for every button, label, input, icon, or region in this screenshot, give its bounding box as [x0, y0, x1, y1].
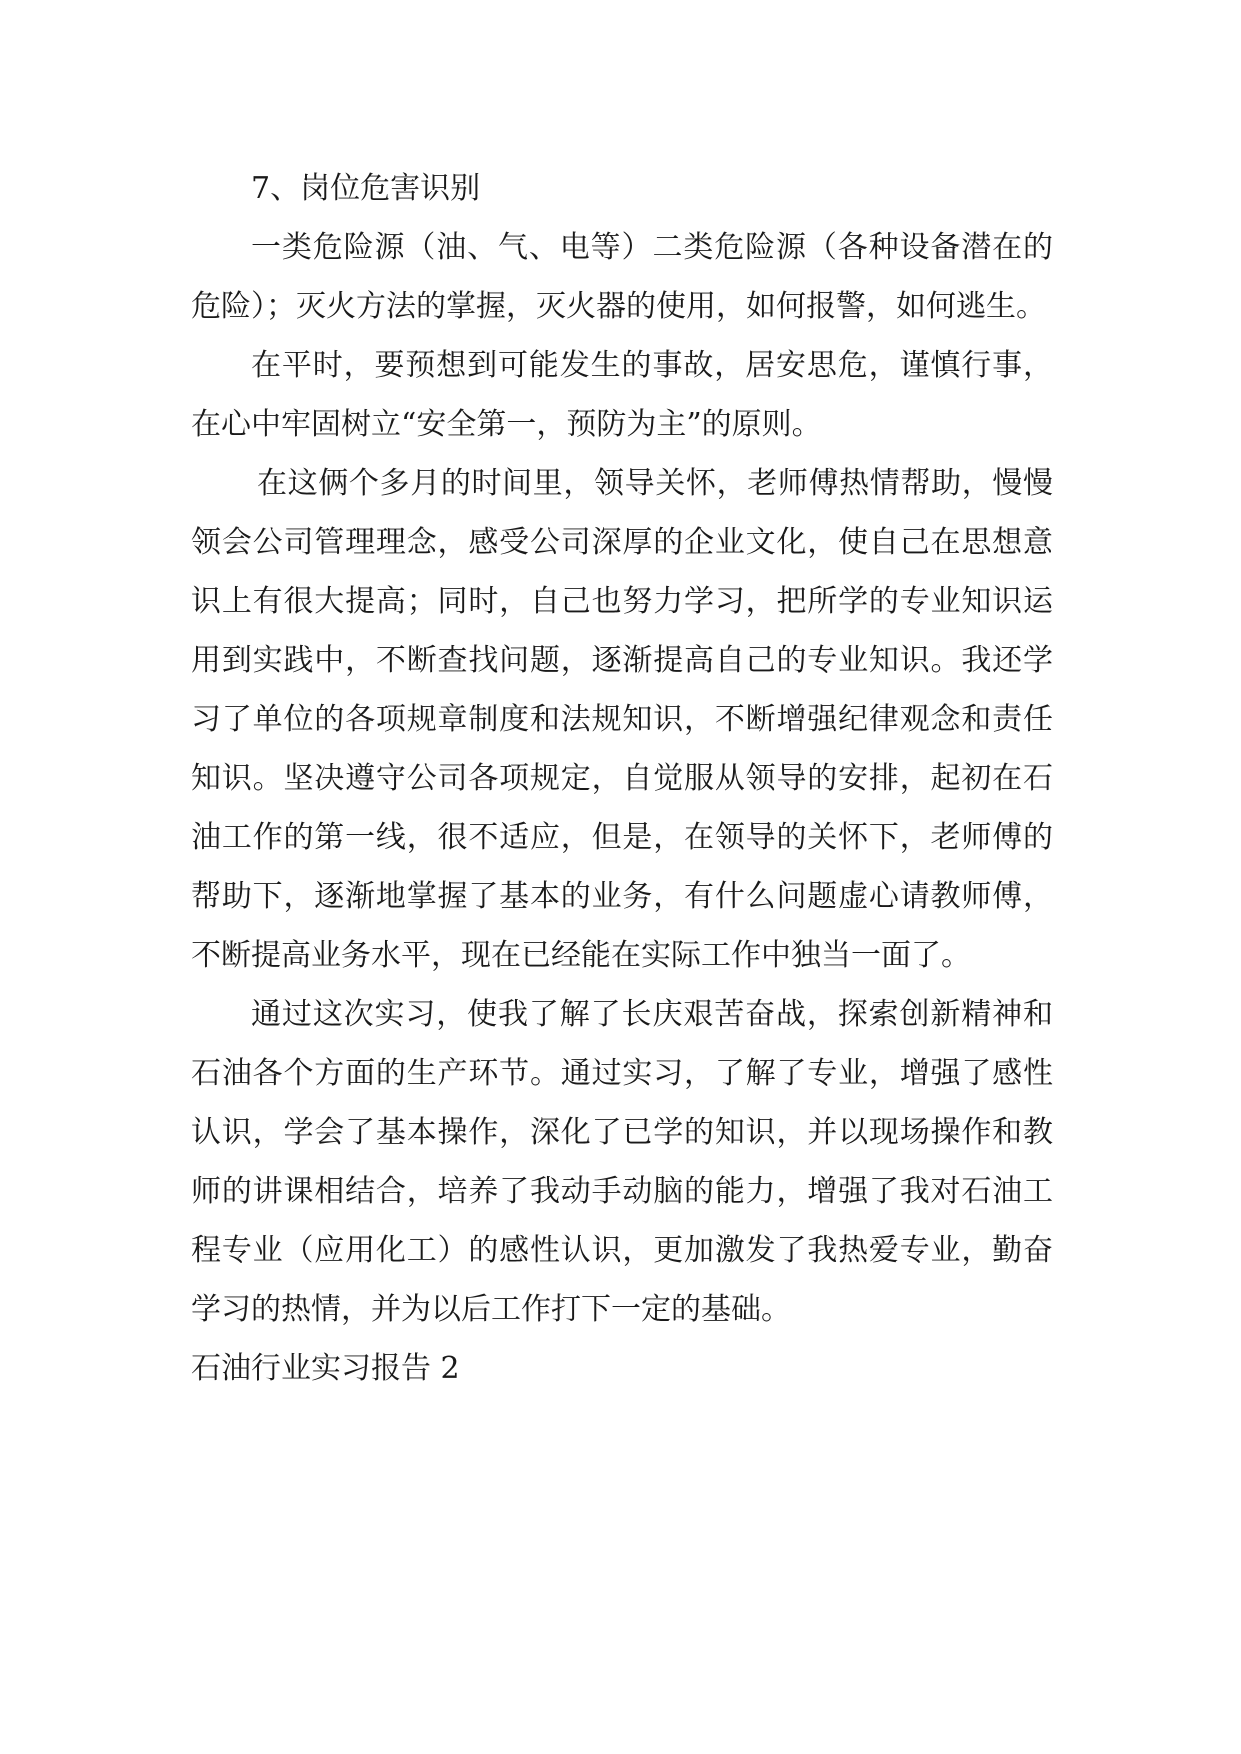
paragraph-accident-prevention: 在平时，要预想到可能发生的事故，居安思危，谨慎行事，在心中牢固树立“安全第一，预防为主”的原则。: [191, 348, 1053, 442]
next-report-title: 石油行业实习报告 2: [191, 1351, 460, 1386]
paragraph-work-experience: 在这俩个多月的时间里，领导关怀，老师傅热情帮助，慢慢领会公司管理理念，感受公司深厚的企业文化，使自己在思想意识上有很大提高；同时，自己也努力学习，把所学的专业知识运用到实践中，不断查找问题，逐渐提高自己的专业知识。我还学习了单位的各项规章制度和法规知识，不断增强纪律观念和责任知识。坚决遵守公司各项规定，自觉服从领导的安排，起初在石油工作的第一线，很不适应，但是，在领导的关怀下，老师傅的帮助下，逐渐地掌握了基本的业务，有什么问题虚心请教师傅，不断提高业务水平，现在已经能在实际工作中独当一面了。: [191, 466, 1053, 973]
document-body: [191, 159, 1053, 1398]
paragraph-hazard-sources: 一类危险源（油、气、电等）二类危险源（各种设备潜在的危险）；灭火方法的掌握，灭火器的使用，如何报警，如何逃生。: [191, 230, 1053, 324]
paragraph-internship-summary: 通过这次实习，使我了解了长庆艰苦奋战，探索创新精神和石油各个方面的生产环节。通过实习，了解了专业，增强了感性认识，学会了基本操作，深化了已学的知识，并以现场操作和教师的讲课相结合，培养了我动手动脑的能力，增强了我对石油工程专业（应用化工）的感性认识，更加激发了我热爱专业，勤奋学习的热情，并为以后工作打下一定的基础。: [191, 997, 1053, 1327]
section-heading: 7、岗位危害识别: [251, 171, 481, 206]
